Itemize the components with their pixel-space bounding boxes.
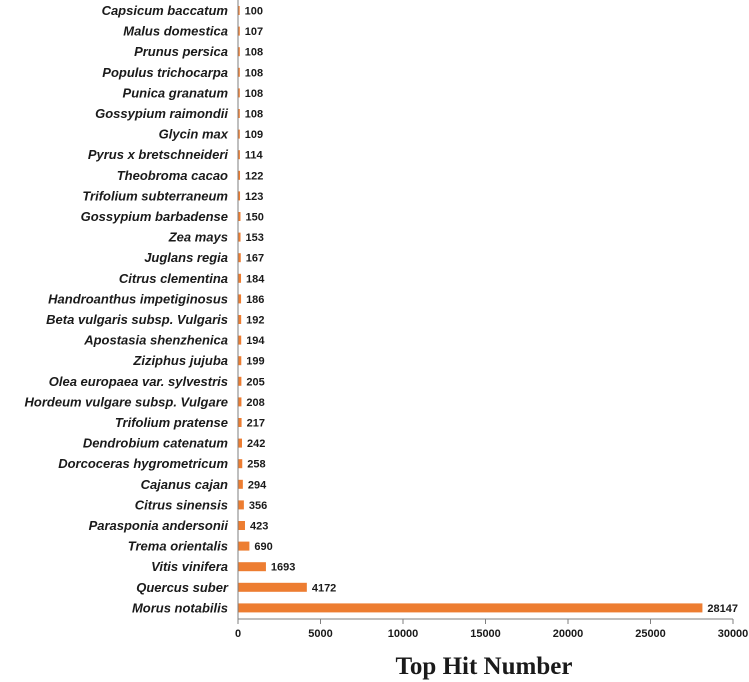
- value-labels-group: [245, 6, 738, 615]
- bar: [238, 583, 307, 592]
- category-label: Gossypium barbadense: [80, 209, 228, 224]
- value-label: 690: [254, 541, 273, 554]
- category-label: Apostasia shenzhenica: [84, 332, 228, 348]
- category-label: Zea mays: [168, 229, 228, 245]
- category-label: Hordeum vulgare subsp. Vulgare: [24, 394, 228, 410]
- value-label: 167: [245, 252, 265, 265]
- category-label: Quercus suber: [136, 579, 228, 595]
- value-label: 199: [246, 355, 265, 368]
- value-label: 1693: [270, 561, 296, 574]
- value-label: 107: [244, 26, 264, 39]
- value-label: 294: [247, 479, 267, 492]
- category-label: Gossypium raimondii: [95, 106, 228, 121]
- category-label: Malus domestica: [123, 23, 228, 39]
- category-label: Olea europaea var. sylvestris: [48, 373, 228, 389]
- value-label: 423: [249, 520, 269, 533]
- bar: [238, 521, 245, 530]
- value-label: 28147: [707, 602, 739, 615]
- x-tick-label: 5000: [308, 628, 333, 640]
- category-label: Pyrus x bretschneideri: [87, 147, 228, 163]
- bar: [238, 500, 244, 509]
- value-label: 356: [248, 499, 268, 512]
- value-label: 217: [246, 417, 265, 430]
- value-label: 258: [247, 458, 266, 471]
- x-axis-title: Top Hit Number: [395, 653, 573, 680]
- value-label: 108: [244, 46, 264, 59]
- category-labels-group: [25, 3, 229, 615]
- value-label: 184: [246, 273, 265, 286]
- bar: [238, 603, 702, 612]
- category-label: Trifolium pratense: [114, 415, 228, 430]
- value-label: 122: [245, 170, 264, 183]
- value-label: 205: [246, 376, 265, 389]
- category-label: Beta vulgaris subsp. Vulgaris: [46, 312, 228, 327]
- bar: [238, 377, 241, 386]
- x-tick-label: 15000: [470, 628, 501, 640]
- category-label: Punica granatum: [122, 85, 228, 101]
- category-label: Capsicum baccatum: [101, 3, 228, 18]
- bar: [238, 459, 242, 468]
- bar: [238, 480, 243, 489]
- bar: [238, 542, 249, 551]
- value-label: 186: [246, 293, 265, 306]
- bar: [238, 397, 241, 406]
- x-tick-label: 0: [234, 628, 242, 640]
- x-tick-label: 30000: [717, 628, 749, 640]
- category-label: Trema orientalis: [127, 538, 228, 554]
- category-label: Glycin max: [158, 126, 228, 142]
- value-label: 153: [245, 232, 264, 245]
- category-label: Cajanus cajan: [140, 476, 228, 492]
- value-label: 4172: [311, 582, 337, 595]
- category-label: Parasponia andersonii: [88, 518, 228, 533]
- x-tick-label: 20000: [552, 628, 584, 640]
- category-label: Vitis vinifera: [151, 559, 228, 575]
- category-label: Ziziphus jujuba: [133, 353, 228, 369]
- category-label: Juglans regia: [144, 250, 228, 266]
- category-label: Morus notabilis: [131, 600, 228, 616]
- value-label: 108: [244, 108, 264, 121]
- value-label: 100: [244, 5, 264, 18]
- bar: [238, 418, 242, 427]
- value-label: 108: [244, 67, 264, 80]
- value-label: 109: [244, 129, 264, 142]
- category-label: Citrus sinensis: [134, 497, 228, 513]
- category-label: Theobroma cacao: [116, 167, 228, 183]
- value-label: 150: [245, 211, 264, 224]
- value-label: 242: [246, 438, 266, 451]
- category-label: Prunus persica: [134, 44, 228, 60]
- category-label: Citrus clementina: [118, 270, 228, 286]
- bar: [238, 439, 242, 448]
- category-label: Handroanthus impetiginosus: [48, 291, 228, 307]
- value-label: 114: [244, 149, 263, 162]
- tick-labels-group: [235, 628, 748, 640]
- value-label: 194: [246, 335, 265, 348]
- category-label: Trifolium subterraneum: [82, 188, 228, 204]
- category-label: Dorcoceras hygrometricum: [58, 456, 228, 472]
- x-tick-label: 25000: [635, 628, 666, 640]
- value-label: 123: [245, 190, 264, 203]
- category-label: Populus trichocarpa: [102, 64, 228, 80]
- x-tick-label: 10000: [387, 628, 419, 640]
- bars-group: [238, 6, 702, 612]
- value-label: 208: [246, 396, 265, 409]
- value-label: 108: [244, 87, 264, 100]
- value-label: 192: [246, 314, 265, 327]
- category-label: Dendrobium catenatum: [82, 435, 228, 451]
- axes-group: [238, 0, 733, 624]
- bar: [238, 562, 266, 571]
